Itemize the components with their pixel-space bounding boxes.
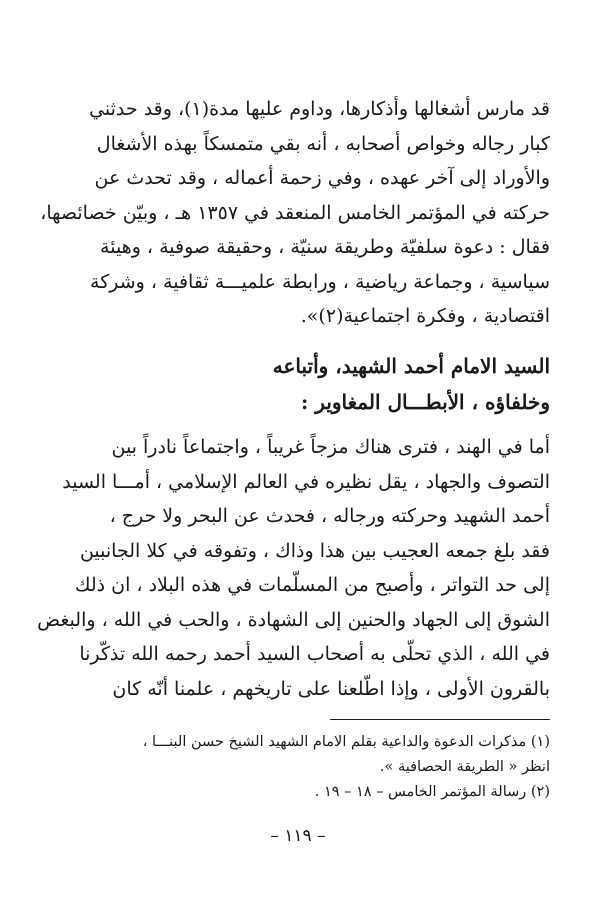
- paragraph-line: في الله ، الذي تحلّى به أصحاب السيد أحمد رحمه الله تذكّرنا: [79, 643, 550, 665]
- paragraph-2: [37, 430, 550, 706]
- paragraph-line: الشوق إلى الجهاد والحنين إلى الشهادة ، والحب في الله ، والبغض: [37, 608, 550, 631]
- footnote-1: (١) مذكرات الدعوة والداعية بقلم الامام الشهيد الشيخ حسن البنـــا ،: [142, 734, 550, 750]
- paragraph-1: [40, 92, 550, 334]
- paragraph-line: حركته في المؤتمر الخامس المنعقد في ١٣٥٧ هـ ، وبيّن خصائصها،: [40, 201, 550, 224]
- paragraph-line: كبار رجاله وخواص أصحابه ، أنه بقي متمسكاً بهذه الأشغال: [96, 132, 550, 155]
- footnote-divider: [330, 719, 550, 720]
- paragraph-line: أحمد الشهيد وحركته ورجاله ، فحدث عن البحر ولا حرج ،: [109, 505, 550, 527]
- paragraph-line: بالقرون الأولى ، وإذا اطّلعنا على تاريخهم ، علمنا أنّه كان: [112, 677, 550, 700]
- paragraph-line: فقد بلغ جمعه العجيب بين هذا وذاك ، وتفوقه في كلا الجانبين: [79, 539, 550, 562]
- footnote-1-continued: انظر « الطريقة الحصافية ».: [379, 759, 550, 775]
- paragraph-line: قد مارس أشغالها وأذكارها، وداوم عليها مدة(١)، وقد حدثني: [89, 98, 550, 120]
- paragraph-line: والأوراد إلى آخر عهده ، وفي زحمة أعماله ، وقد تحدث عن: [94, 167, 550, 189]
- paragraph-line: سياسية ، وجماعة رياضية ، ورابطة علميـــة ثقافية ، وشركة: [90, 270, 550, 293]
- paragraph-line: إلى حد التواتر ، وأصبح من المسلّمات في هذه البلاد ، ان ذلك: [74, 574, 550, 596]
- page-number: – ١١٩ –: [270, 826, 326, 846]
- heading-line: وخلفاؤه ، الأبطـــال المغاوير :: [300, 390, 550, 414]
- paragraph-line: أما في الهند ، فترى هناك مزجاً غريباً ، واجتماعاً نادراً بين: [111, 436, 550, 458]
- section-heading: [120, 348, 550, 420]
- heading-line: السيد الامام أحمد الشهيد، وأتباعه: [272, 354, 550, 378]
- paragraph-line: التصوف والجهاد ، يقل نظيره في العالم الإسلامي ، أمـــا السيد: [62, 470, 550, 493]
- paragraph-line: فقال : دعوة سلفيّة وطريقة سنيّة ، وحقيقة صوفية ، وهيئة: [100, 236, 550, 258]
- footnotes: [70, 730, 550, 805]
- footnote-2: (٢) رسالة المؤتمر الخامس – ١٨ – ١٩ .: [314, 784, 550, 800]
- paragraph-line: اقتصادية ، وفكرة اجتماعية(٢)».: [300, 305, 550, 327]
